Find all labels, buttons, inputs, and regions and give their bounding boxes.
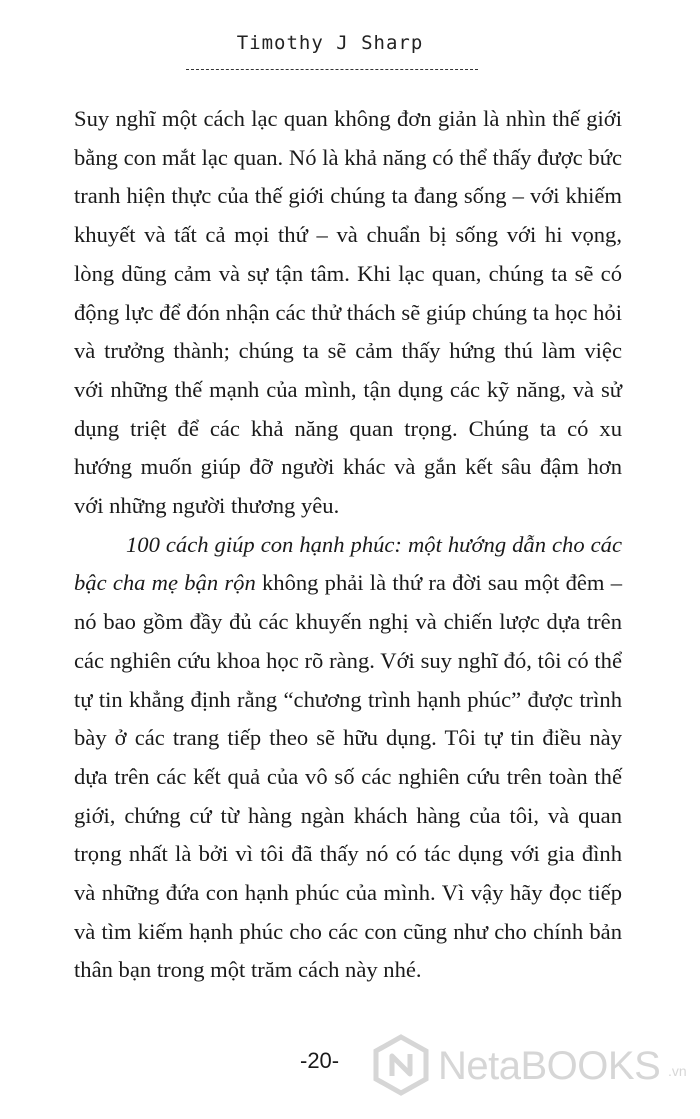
page-number: -20- (300, 1048, 340, 1073)
netabooks-logo-icon (370, 1034, 432, 1096)
header-divider (186, 69, 478, 70)
watermark-text: NetaBOOKS (438, 1044, 661, 1088)
paragraph-2-text: không phải là thứ ra đời sau một đêm – nó bao gồm đầy đủ các khuyến nghị và chiến lược dựa trên các nghiên cứu khoa học rõ ràng. Với suy nghĩ đó, tôi có thể tự tin khẳng định rằng “chương trình hạnh phúc” được trình bày ở các trang tiếp theo sẽ hữu dụng. Tôi tự tin điều này dựa trên các kết quả của vô số các nghiên cứu trên toàn thế giới, chứng cứ từ hàng ngàn khách hàng của tôi, và quan trọng nhất là bởi vì tôi đã thấy nó có tác dụng với gia đình và những đứa con hạnh phúc của mình. Vì vậy hãy đọc tiếp và tìm kiếm hạnh phúc cho các con cũng như cho chính bản thân bạn trong một trăm cách này nhé. (74, 570, 622, 983)
book-title-italic: 100 cách giúp con hạnh phúc: một hướng dẫn cho các bậc cha mẹ bận rộn (74, 531, 622, 596)
page-body (74, 100, 622, 990)
watermark-suffix: .vn (668, 1063, 687, 1079)
paragraph-1: Suy nghĩ một cách lạc quan không đơn giản là nhìn thế giới bằng con mắt lạc quan. Nó là khả năng có thể thấy được bức tranh hiện thực của thế giới chúng ta đang sống – với khiếm khuyết và tất cả mọi thứ – và chuẩn bị sống với hi vọng, lòng dũng cảm và sự tận tâm. Khi lạc quan, chúng ta sẽ có động lực để đón nhận các thử thách sẽ giúp chúng ta học hỏi và trưởng thành; chúng ta sẽ cảm thấy hứng thú làm việc với những thế mạnh của mình, tận dụng các kỹ năng, và sử dụng triệt để các khả năng quan trọng. Chúng ta có xu hướng muốn giúp đỡ người khác và gắn kết sâu đậm hơn với những người thương yêu. (74, 106, 622, 519)
running-header-author: Timothy J Sharp (236, 32, 424, 54)
watermark (368, 1030, 698, 1100)
paragraph-2 (74, 526, 622, 990)
